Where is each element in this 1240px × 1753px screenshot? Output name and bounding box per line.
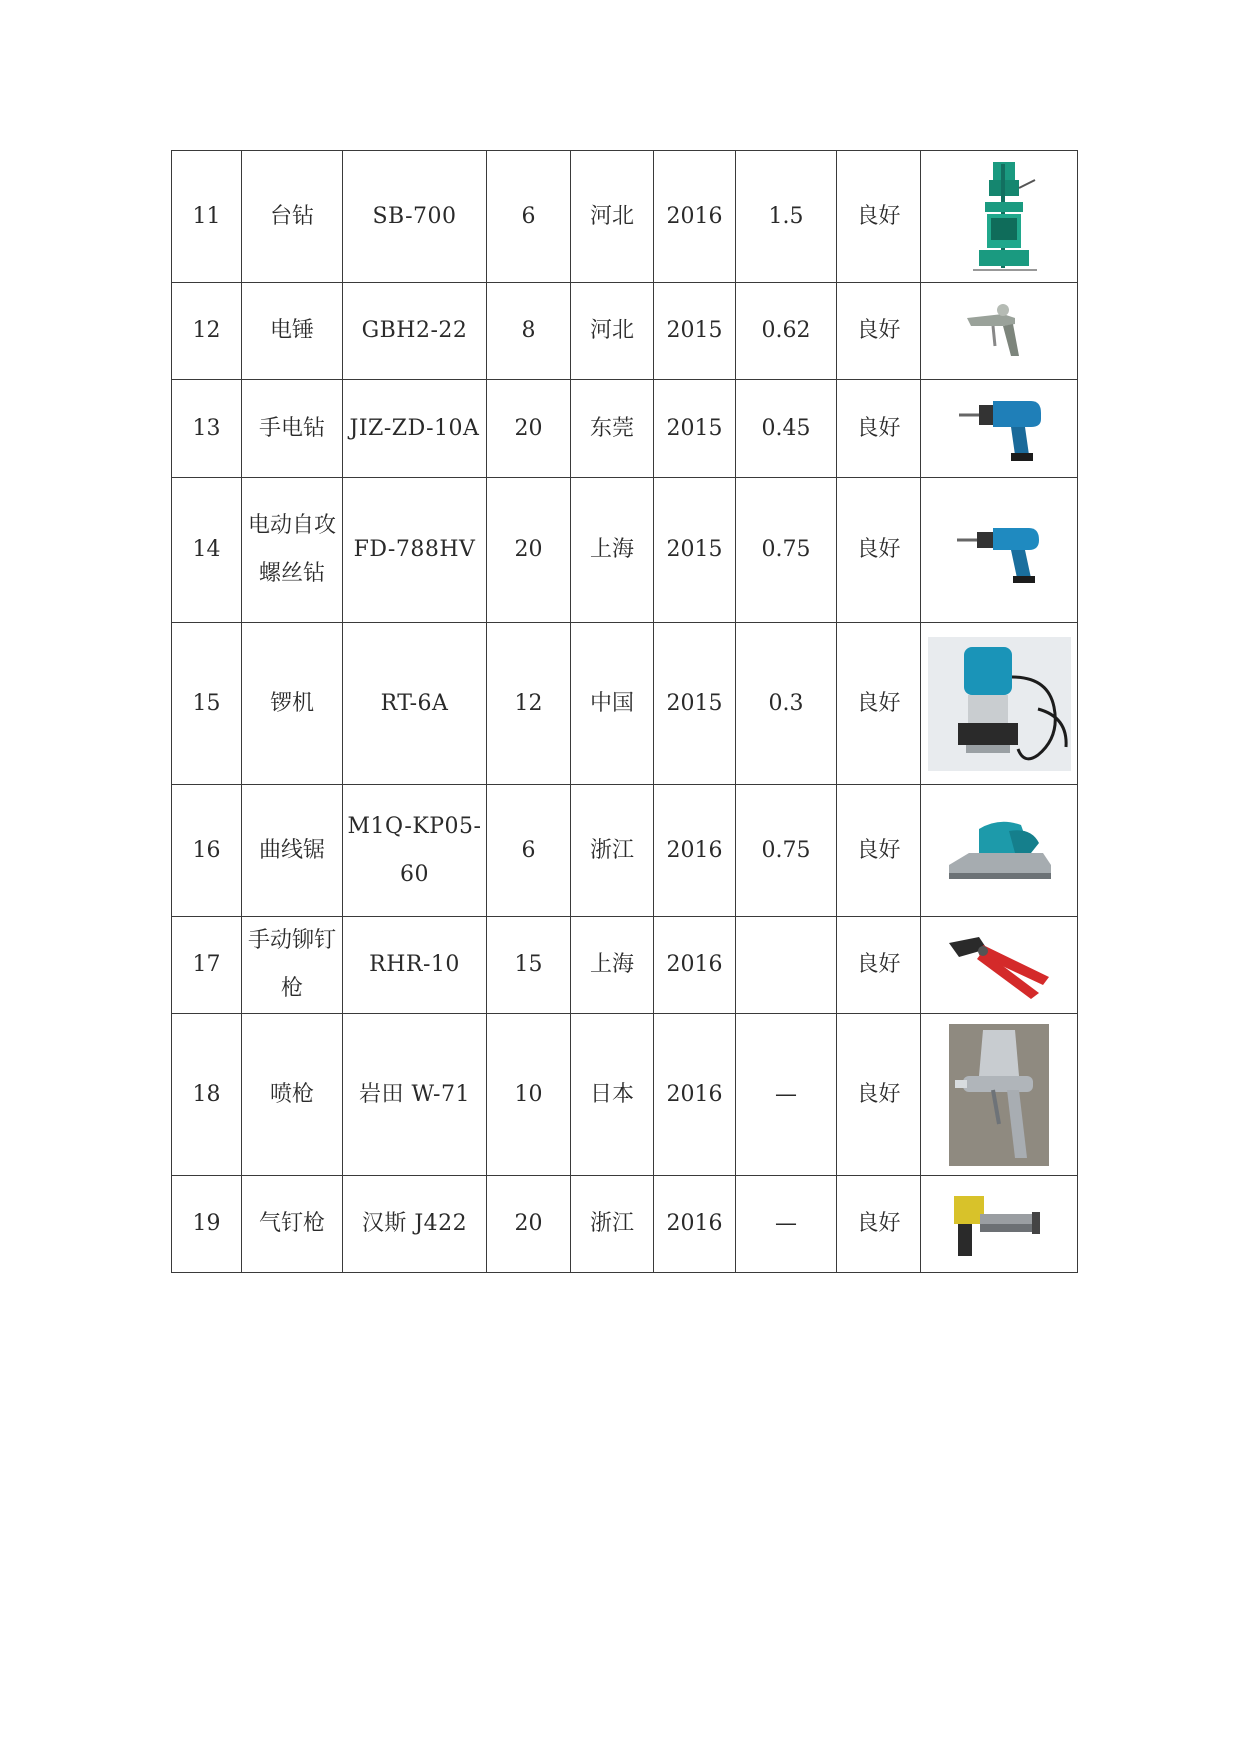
cell-condition: 良好 — [837, 478, 921, 623]
rivet-gun-icon — [939, 927, 1059, 1003]
cell-name: 锣机 — [242, 623, 343, 785]
cell-condition: 良好 — [837, 785, 921, 917]
cell-no: 17 — [172, 917, 242, 1014]
table-row — [172, 1014, 1078, 1176]
cell-image — [921, 151, 1078, 283]
cell-name: 气钉枪 — [242, 1176, 343, 1273]
table-row — [172, 623, 1078, 785]
cell-year: 2016 — [654, 151, 736, 283]
cell-image — [921, 283, 1078, 380]
cell-model: M1Q-KP05-60 — [343, 785, 487, 917]
cell-no: 19 — [172, 1176, 242, 1273]
cell-year: 2015 — [654, 380, 736, 478]
cell-qty: 6 — [487, 151, 571, 283]
cell-power: 0.62 — [736, 283, 837, 380]
cell-origin: 浙江 — [571, 785, 654, 917]
cell-no: 12 — [172, 283, 242, 380]
cell-name: 台钻 — [242, 151, 343, 283]
cell-qty: 15 — [487, 917, 571, 1014]
spray-gun-icon — [949, 1024, 1049, 1166]
cell-power: 0.75 — [736, 478, 837, 623]
cell-name: 喷枪 — [242, 1014, 343, 1176]
table-row — [172, 785, 1078, 917]
cell-year: 2016 — [654, 1014, 736, 1176]
cell-condition: 良好 — [837, 1014, 921, 1176]
cell-name: 曲线锯 — [242, 785, 343, 917]
cell-power: 0.3 — [736, 623, 837, 785]
cell-image — [921, 917, 1078, 1014]
cell-no: 13 — [172, 380, 242, 478]
cell-origin: 上海 — [571, 917, 654, 1014]
cell-origin: 中国 — [571, 623, 654, 785]
screwdriver-drill-icon — [949, 510, 1049, 590]
table-row — [172, 283, 1078, 380]
cell-origin: 河北 — [571, 283, 654, 380]
cell-name: 电动自攻螺丝钻 — [242, 478, 343, 623]
cell-image — [921, 380, 1078, 478]
cell-name: 手电钻 — [242, 380, 343, 478]
cell-origin: 日本 — [571, 1014, 654, 1176]
cell-no: 16 — [172, 785, 242, 917]
cell-origin: 河北 — [571, 151, 654, 283]
cell-qty: 12 — [487, 623, 571, 785]
cell-condition: 良好 — [837, 283, 921, 380]
cell-image — [921, 1176, 1078, 1273]
cell-model: RHR-10 — [343, 917, 487, 1014]
bench-drill-icon — [949, 158, 1049, 276]
cell-model: 岩田 W-71 — [343, 1014, 487, 1176]
cell-qty: 20 — [487, 478, 571, 623]
table-row — [172, 478, 1078, 623]
cell-qty: 8 — [487, 283, 571, 380]
cell-qty: 6 — [487, 785, 571, 917]
cell-no: 11 — [172, 151, 242, 283]
cell-model: SB-700 — [343, 151, 487, 283]
cell-power — [736, 917, 837, 1014]
cell-condition: 良好 — [837, 151, 921, 283]
cell-origin: 东莞 — [571, 380, 654, 478]
spray-gun-small-icon — [959, 296, 1039, 366]
table-row — [172, 1176, 1078, 1273]
cell-year: 2015 — [654, 478, 736, 623]
cell-qty: 10 — [487, 1014, 571, 1176]
hand-drill-icon — [949, 389, 1049, 469]
cell-qty: 20 — [487, 380, 571, 478]
cell-image — [921, 1014, 1078, 1176]
cell-model: RT-6A — [343, 623, 487, 785]
cell-model: JIZ-ZD-10A — [343, 380, 487, 478]
cell-year: 2016 — [654, 917, 736, 1014]
cell-power: 0.45 — [736, 380, 837, 478]
cell-year: 2015 — [654, 623, 736, 785]
cell-qty: 20 — [487, 1176, 571, 1273]
equipment-table — [171, 150, 1078, 1273]
cell-name: 手动铆钉枪 — [242, 917, 343, 1014]
cell-image — [921, 785, 1078, 917]
cell-year: 2016 — [654, 1176, 736, 1273]
cell-model: 汉斯 J422 — [343, 1176, 487, 1273]
cell-year: 2016 — [654, 785, 736, 917]
table-row — [172, 151, 1078, 283]
cell-no: 14 — [172, 478, 242, 623]
cell-power: 1.5 — [736, 151, 837, 283]
electric-planer-icon — [939, 809, 1059, 893]
cell-power: — — [736, 1176, 837, 1273]
cell-power: 0.75 — [736, 785, 837, 917]
cell-no: 18 — [172, 1014, 242, 1176]
cell-origin: 上海 — [571, 478, 654, 623]
cell-power: — — [736, 1014, 837, 1176]
cell-condition: 良好 — [837, 380, 921, 478]
cell-origin: 浙江 — [571, 1176, 654, 1273]
table-row — [172, 917, 1078, 1014]
cell-condition: 良好 — [837, 917, 921, 1014]
cell-image — [921, 623, 1078, 785]
cell-condition: 良好 — [837, 1176, 921, 1273]
cell-no: 15 — [172, 623, 242, 785]
cell-condition: 良好 — [837, 623, 921, 785]
table-row — [172, 380, 1078, 478]
cell-model: FD-788HV — [343, 478, 487, 623]
nail-gun-icon — [944, 1184, 1054, 1264]
cell-year: 2015 — [654, 283, 736, 380]
cell-model: GBH2-22 — [343, 283, 487, 380]
cell-image — [921, 478, 1078, 623]
cell-name: 电锤 — [242, 283, 343, 380]
trimmer-router-icon — [928, 637, 1071, 771]
